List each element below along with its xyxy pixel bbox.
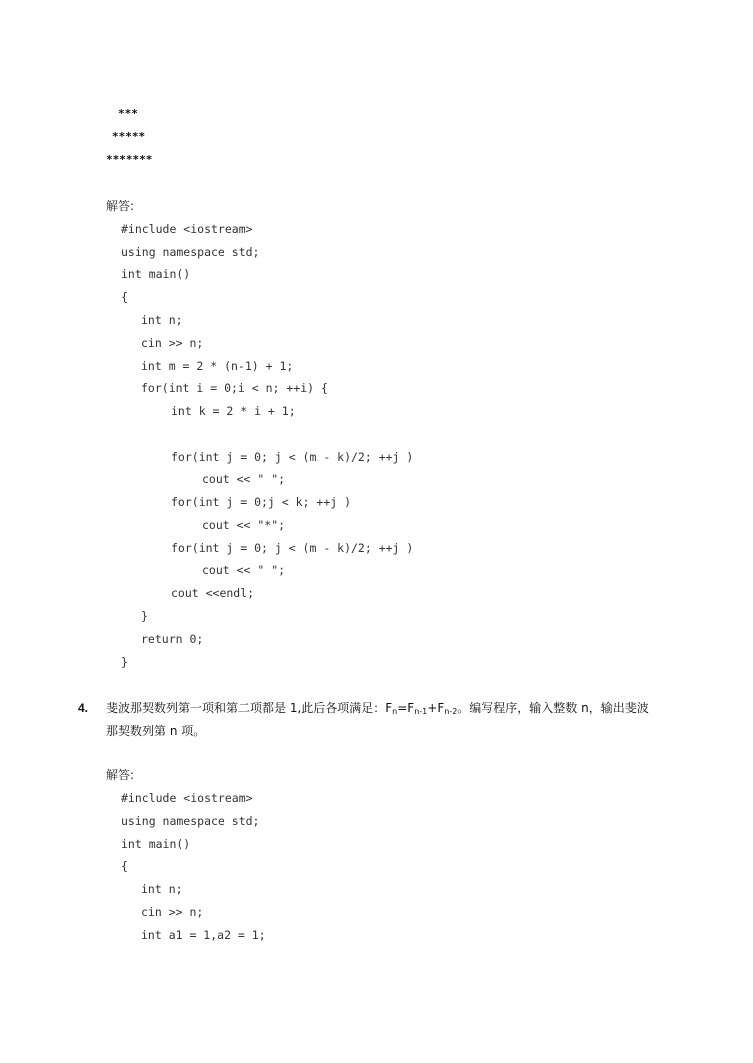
question-text: +F [427, 701, 445, 715]
question-number: 4. [78, 701, 89, 715]
code-line: cin >> n; [141, 336, 204, 350]
code-line: using namespace std; [121, 814, 260, 828]
code-line: for(int j = 0;j < k; ++j ) [171, 495, 352, 509]
code-line: { [121, 859, 128, 873]
code-line: int k = 2 * i + 1; [171, 404, 296, 418]
code-line: for(int i = 0;i < n; ++i) { [141, 381, 328, 395]
question-text: 。编写程序，输入整数 n，输出斐波 [457, 701, 649, 715]
subscript-n-2: n-2 [444, 707, 458, 716]
question-text: 斐波那契数列第一项和第二项都是 1,此后各项满足：F [106, 701, 393, 715]
code-line: int n; [141, 882, 183, 896]
code-line: int a1 = 1,a2 = 1; [141, 928, 266, 942]
code-line: } [121, 655, 128, 669]
code-line: int main() [121, 267, 191, 281]
code-line: } [141, 609, 148, 623]
code-line: int m = 2 * (n-1) + 1; [141, 359, 294, 373]
code-line: cout << " "; [202, 472, 286, 486]
code-line: { [121, 290, 128, 304]
answer-label: 解答: [106, 199, 135, 213]
subscript-n: n [392, 707, 398, 716]
code-line: cout << "*"; [202, 518, 286, 532]
code-line: #include <iostream> [121, 222, 253, 236]
question-text-line-2: 那契数列第 n 项。 [106, 724, 206, 738]
question-text-line-1 [106, 700, 649, 716]
code-line: using namespace std; [121, 245, 260, 259]
star-row-1: *** [118, 107, 138, 120]
code-line: return 0; [141, 632, 204, 646]
subscript-n-1: n-1 [414, 707, 428, 716]
star-row-2: ***** [112, 130, 146, 143]
code-line: for(int j = 0; j < (m - k)/2; ++j ) [171, 450, 414, 464]
star-row-3: ******* [106, 153, 153, 166]
code-line: for(int j = 0; j < (m - k)/2; ++j ) [171, 541, 414, 555]
code-line: cout << " "; [202, 563, 286, 577]
code-line: cout <<endl; [171, 586, 255, 600]
question-text: =F [397, 701, 415, 715]
code-line: int n; [141, 313, 183, 327]
code-line: int main() [121, 837, 191, 851]
code-line: #include <iostream> [121, 791, 253, 805]
code-line: cin >> n; [141, 905, 204, 919]
answer-label: 解答: [106, 768, 135, 782]
